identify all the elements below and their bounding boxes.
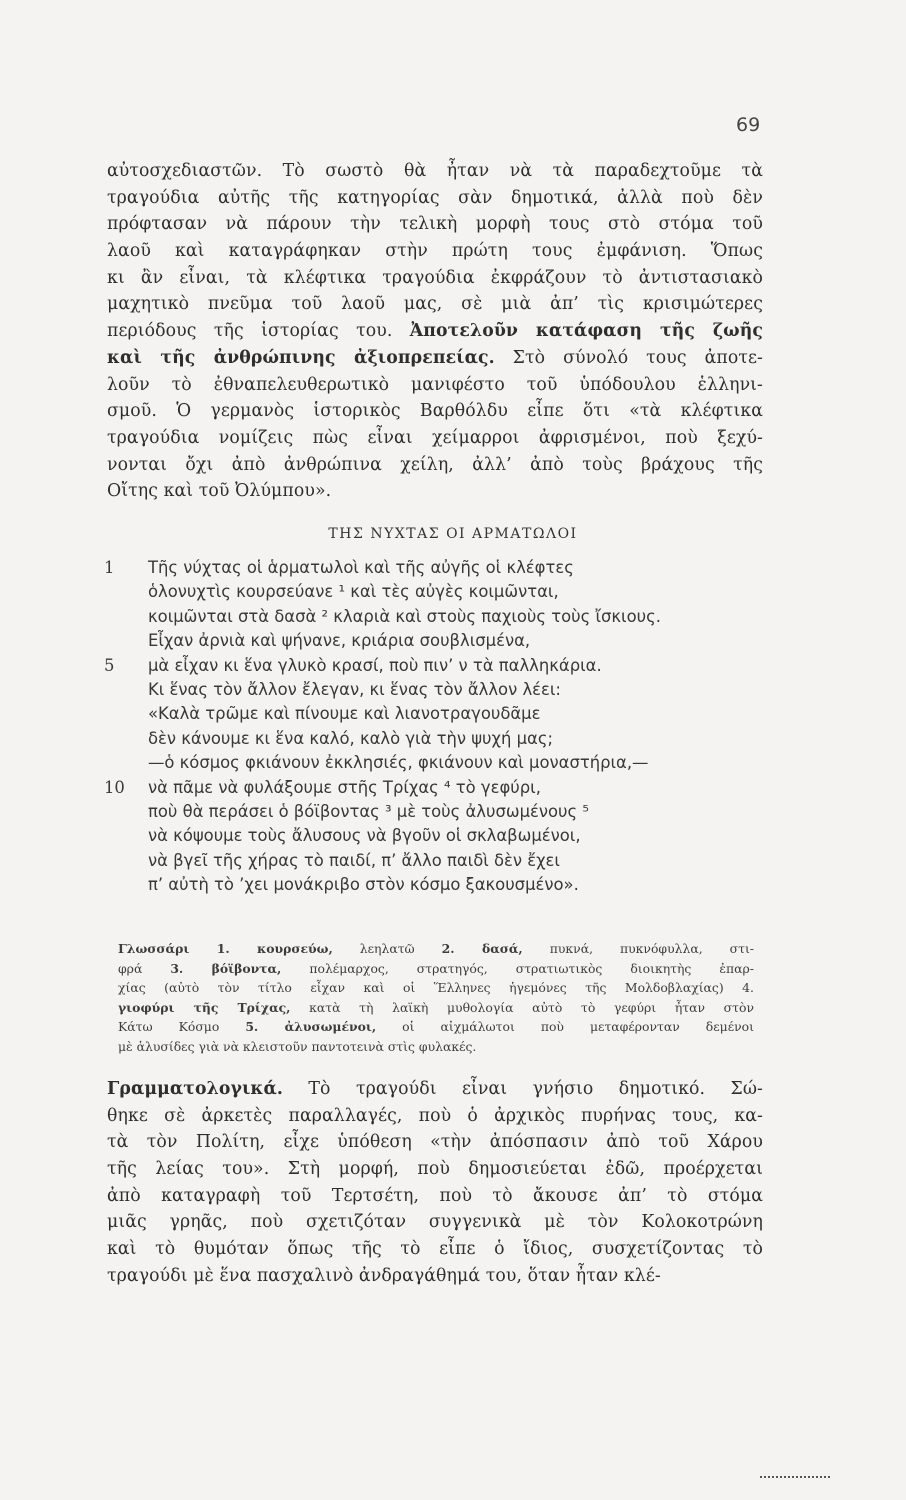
intro-line: λαοῦ καὶ καταγράφηκαν στὴν πρώτη τους ἐμφάνιση. Ὅπως (107, 241, 763, 262)
verse-number: 5 (104, 655, 115, 675)
intro-line: κι ἂν εἶναι, τὰ κλέφτικα τραγούδια ἐκφράζουν τὸ ἀντιστασιακὸ (107, 267, 763, 288)
verse-text: Τῆς νύχτας οἱ ἁρματωλοὶ καὶ τῆς αὐγῆς οἱ κλέφτες (148, 558, 574, 577)
intro-bold-phrase: Ἀποτελοῦν κατάφαση τῆς ζωῆς (409, 321, 763, 342)
intro-paragraph (107, 158, 763, 505)
glossary-definition: φρά (118, 960, 171, 976)
poem (104, 556, 784, 897)
verse-text: νὰ βγεῖ τῆς χήρας τὸ παιδί, π’ ἄλλο παιδὶ δὲν ἔχει (148, 850, 560, 870)
glossary-definition: λεηλατῶ (332, 941, 442, 956)
poem-verse (104, 678, 784, 702)
glossary-line (118, 959, 754, 979)
verse-text: Κι ἕνας τὸν ἄλλον ἔλεγαν, κι ἕνας τὸν ἄλλον λέει: (148, 679, 561, 699)
poem-verse (104, 824, 784, 848)
intro-line: αὐτοσχεδιαστῶν. Τὸ σωστὸ θὰ ἦταν νὰ τὰ παραδεχτοῦμε τὰ (107, 161, 763, 181)
glossary-line (118, 939, 754, 959)
verse-text: —ὁ κόσμος φκιάνουν ἐκκλησιές, φκιάνουν καὶ μοναστήρια,— (148, 753, 649, 773)
page-number: 69 (736, 114, 761, 136)
poem-title: ΤΗΣ ΝΥΧΤΑΣ ΟΙ ΑΡΜΑΤΩΛΟΙ (328, 526, 578, 542)
verse-number: 1 (104, 558, 115, 577)
intro-line: τραγούδια νομίζεις πὼς εἶναι χείμαρροι ἀφρισμένοι, ποὺ ξεχύ- (107, 427, 763, 448)
poem-verse (104, 654, 784, 678)
closing-line: τὰ τὸν Πολίτη, εἶχε ὑπόθεση «τὴν ἀπόσπασιν ἀπὸ τοῦ Χάρου (107, 1132, 763, 1153)
closing-line: τῆς λείας του». Στὴ μορφή, ποὺ δημοσιεύεται ἐδῶ, προέρχεται (107, 1159, 763, 1180)
verse-text: μὰ εἶχαν κι ἕνα γλυκὸ κρασί, ποὺ πιν’ ν τὰ παλληκάρια. (148, 655, 602, 675)
glossary-line (118, 998, 754, 1018)
intro-line-emphasis (107, 318, 763, 345)
intro-bold-phrase: καὶ τῆς ἀνθρώπινης ἀξιοπρεπείας. (107, 347, 495, 368)
verse-text: Εἶχαν ἀρνιὰ καὶ ψήνανε, κριάρια σουβλισμένα, (148, 631, 531, 651)
closing-paragraph (107, 1076, 763, 1290)
poem-verse (104, 702, 784, 726)
poem-verse (104, 776, 784, 800)
glossary-term: 5. ἀλυσωμένοι, (245, 1019, 377, 1035)
poem-verse (104, 727, 784, 751)
closing-line: θηκε σὲ ἀρκετὲς παραλλαγές, ποὺ ὁ ἀρχικὸς πυρήνας τους, κα- (107, 1105, 763, 1126)
poem-verse (104, 556, 784, 580)
glossary-term: γιοφύρι τῆς Τρίχας, (118, 999, 291, 1015)
glossary-line: χίας (αὐτὸ τὸν τίτλο εἶχαν καὶ οἱ Ἕλληνες ἡγεμόνες τῆς Μολδοβλαχίας) 4. (118, 980, 754, 996)
closing-line: ἀπὸ καταγραφὴ τοῦ Τερτσέτη, ποὺ τὸ ἄκουσε ἀπ’ τὸ στόμα (107, 1185, 763, 1206)
intro-line: πρόφτασαν νὰ πάρουν τὴν τελικὴ μορφὴ τους στὸ στόμα τοῦ (107, 214, 763, 235)
intro-line: Οἴτης καὶ τοῦ Ὀλύμπου». (107, 481, 332, 502)
closing-line: μιᾶς γρηᾶς, ποὺ σχετιζόταν συγγενικὰ μὲ τὸν Κολοκοτρώνη (107, 1212, 763, 1233)
closing-line: καὶ τὸ θυμόταν ὅπως τῆς τὸ εἶπε ὁ ἴδιος, συσχετίζοντας τὸ (107, 1239, 763, 1260)
glossary-term: 3. βόϊβοντα, (170, 960, 282, 976)
closing-line (107, 1076, 763, 1103)
poem-verse (104, 605, 784, 629)
closing-line: τραγούδι μὲ ἕνα πασχαλινὸ ἀνδραγάθημά του, ὅταν ἦταν κλέ- (107, 1265, 661, 1286)
glossary (118, 939, 754, 1057)
verse-text: δὲν κάνουμε κι ἕνα καλό, καλὸ γιὰ τὴν ψυχή μας; (148, 728, 553, 748)
glossary-definition: Κάτω Κόσμο (118, 1019, 246, 1035)
glossary-term: Γλωσσάρι 1. κουρσεύω, (118, 941, 333, 956)
verse-text: νὰ πᾶμε νὰ φυλάξουμε στῆς Τρίχας ⁴ τὸ γεφύρι, (148, 777, 541, 797)
intro-line: λοῦν τὸ ἐθναπελευθερωτικὸ μανιφέστο τοῦ ὑπόδουλου ἑλληνι- (107, 374, 763, 395)
verse-text: π’ αὐτὴ τὸ ’χει μονάκριβο στὸν κόσμο ξακουσμένο». (148, 875, 579, 895)
glossary-line: μὲ ἁλυσίδες γιὰ νὰ κλειστοῦν παντοτεινὰ στὶς φυλακές. (118, 1038, 477, 1054)
verse-number: 10 (104, 777, 125, 797)
closing-text: Τὸ τραγούδι εἶναι γνήσιο δημοτικό. Σώ- (283, 1079, 763, 1099)
poem-verse (104, 849, 784, 873)
poem-verse (104, 580, 784, 604)
poem-verse (104, 751, 784, 775)
intro-text: περιόδους τῆς ἱστορίας του. (107, 321, 410, 342)
verse-text: ποὺ θὰ περάσει ὁ βόϊβοντας ³ μὲ τοὺς ἀλυσωμένους ⁵ (148, 801, 589, 821)
intro-line: σμοῦ. Ὁ γερμανὸς ἱστορικὸς Βαρθόλδυ εἶπε ὅτι «τὰ κλέφτικα (107, 401, 763, 422)
verse-text: νὰ κόψουμε τοὺς ἄλυσους νὰ βγοῦν οἱ σκλαβωμένοι, (148, 826, 581, 846)
glossary-line (118, 1017, 754, 1037)
poem-verse (104, 800, 784, 824)
poem-verse (104, 629, 784, 653)
verse-text: «Καλὰ τρῶμε καὶ πίνουμε καὶ λιανοτραγουδᾶμε (148, 704, 541, 724)
verse-text: ὁλονυχτὶς κουρσεύανε ¹ καὶ τὲς αὐγὲς κοιμῶνται, (148, 582, 559, 602)
intro-line: νονται ὄχι ἀπὸ ἀνθρώπινα χείλη, ἀλλ’ ἀπὸ τοὺς βράχους τῆς (107, 454, 763, 475)
poem-verse (104, 873, 784, 897)
glossary-definition: οἱ αἰχμάλωτοι ποὺ μεταφέρονταν δεμένοι (376, 1019, 755, 1035)
verse-text: κοιμῶνται στὰ δασὰ ² κλαριὰ καὶ στοὺς παχιοὺς τοὺς ἴσκιους. (148, 606, 661, 626)
glossary-term: 2. δασά, (441, 941, 523, 956)
intro-line: μαχητικὸ πνεῦμα τοῦ λαοῦ μας, σὲ μιὰ ἀπ’ τὶς κρισιμώτερες (107, 294, 763, 315)
section-heading: Γραμματολογικά. (107, 1079, 283, 1099)
pencil-mark (760, 1470, 830, 1478)
glossary-definition: πυκνά, πυκνόφυλλα, στι- (522, 941, 754, 956)
intro-line-emphasis (107, 345, 763, 372)
glossary-definition: πολέμαρχος, στρατηγός, στρατιωτικὸς διοικητὴς ἐπαρ- (281, 960, 754, 976)
glossary-definition: κατὰ τὴ λαϊκὴ μυθολογία αὐτὸ τὸ γεφύρι ἦταν στὸν (290, 999, 754, 1015)
intro-text: Στὸ σύνολό τους ἀποτε- (494, 347, 763, 368)
intro-line: τραγούδια αὐτῆς τῆς κατηγορίας σὰν δημοτικά, ἀλλὰ ποὺ δὲν (107, 187, 763, 208)
